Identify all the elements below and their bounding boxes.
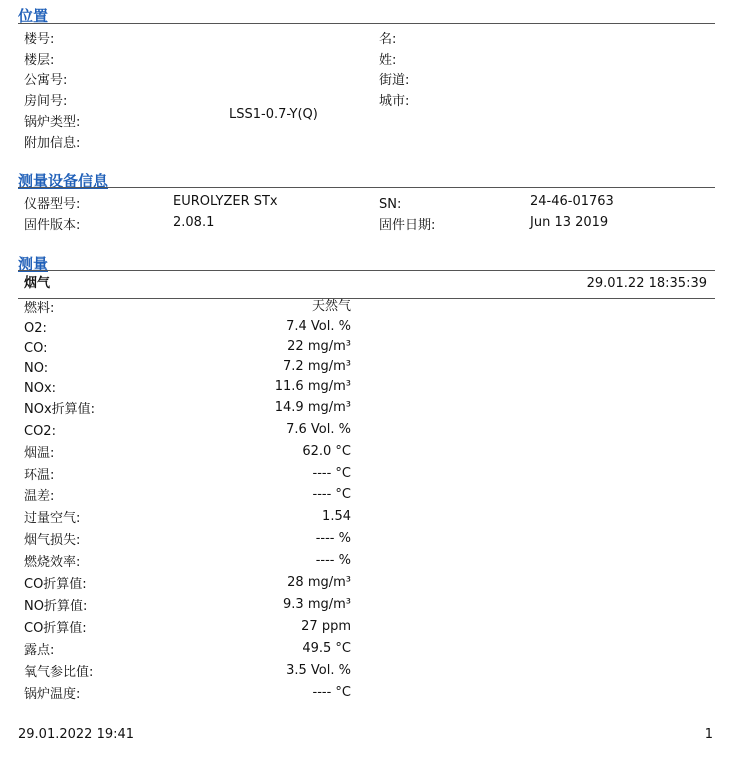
measurement-subheader-divider [18, 298, 715, 299]
measurement-value-cell [283, 597, 351, 613]
measurement-value: ---- [315, 531, 335, 546]
measurement-value: 49.5 [302, 641, 332, 656]
measurement-value: 3.5 [286, 663, 307, 678]
measurement-value-cell [316, 553, 351, 569]
measurement-value-cell [286, 319, 351, 335]
device-field-label: 固件版本: [24, 218, 81, 233]
measurement-value-cell [275, 379, 351, 395]
measurement-value-cell [322, 509, 351, 525]
measurement-unit: °C [335, 641, 351, 656]
measurement-value: 7.6 [286, 422, 307, 437]
device-field-value: EUROLYZER STx [173, 194, 278, 209]
measurement-value: 天然气 [311, 299, 351, 314]
location-field-label: 城市: [379, 94, 410, 110]
measurement-value: 11.6 [274, 379, 304, 394]
measurement-value-cell [301, 619, 351, 635]
measurement-unit: mg/m³ [307, 575, 351, 590]
measurement-section-title: 测量 [18, 255, 49, 273]
measurement-value: 9.3 [283, 597, 304, 612]
measurement-unit: mg/m³ [307, 359, 351, 374]
measurement-label: 氧气参比值: [24, 665, 94, 680]
measurement-value: 28 [287, 575, 304, 590]
measurement-label: 烟气损失: [24, 533, 81, 548]
measurement-label: CO2: [24, 424, 56, 439]
measurement-value-cell [316, 531, 351, 547]
measurement-label: NOx折算值: [24, 402, 96, 417]
measurement-unit: °C [335, 466, 351, 481]
location-field-label: 楼层: [24, 52, 55, 68]
measurement-unit: Vol. % [310, 422, 351, 437]
measurement-label: NO折算值: [24, 599, 88, 614]
measurement-value-cell [313, 466, 351, 482]
measurement-value: 62.0 [302, 444, 332, 459]
device-divider [18, 187, 715, 188]
measurement-label: 锅炉温度: [24, 687, 81, 702]
measurement-unit: °C [335, 444, 351, 459]
measurement-value: 14.9 [274, 400, 304, 415]
measurement-value-cell [312, 299, 351, 315]
measurement-label: CO: [24, 341, 48, 356]
measurement-value-cell [286, 422, 351, 438]
measurement-value-cell [286, 663, 351, 679]
measurement-unit: % [338, 553, 351, 568]
measurement-value-cell [287, 339, 351, 355]
measurement-subtitle: 烟气 [24, 276, 51, 291]
measurement-unit: °C [335, 685, 351, 700]
measurement-label: 燃烧效率: [24, 555, 81, 570]
location-field-label: 房间号: [24, 94, 68, 110]
measurement-label: 环温: [24, 468, 55, 483]
measurement-unit: mg/m³ [307, 400, 351, 415]
measurement-unit: % [338, 531, 351, 546]
measurement-datetime: 29.01.22 18:35:39 [586, 276, 707, 291]
device-field-value: Jun 13 2019 [530, 215, 609, 230]
measurement-unit: Vol. % [310, 663, 351, 678]
measurement-unit: Vol. % [310, 319, 351, 334]
location-field-label: 锅炉类型: [24, 114, 81, 130]
measurement-value-cell [275, 400, 351, 416]
device-field-label: 仪器型号: [24, 197, 81, 212]
measurement-value: 22 [287, 339, 304, 354]
location-field-label: 姓: [379, 52, 397, 68]
footer-page-number: 1 [704, 727, 713, 742]
measurement-value: ---- [312, 466, 332, 481]
device-field-label: 固件日期: [379, 218, 436, 233]
measurement-unit: °C [335, 487, 351, 502]
measurement-value: ---- [312, 685, 332, 700]
measurement-label: 过量空气: [24, 511, 81, 526]
location-field-label: 公寓号: [24, 73, 68, 89]
measurement-value-cell [302, 641, 351, 657]
device-field-label: SN: [379, 197, 402, 212]
measurement-label: 温差: [24, 489, 55, 504]
measurement-label: CO折算值: [24, 577, 87, 592]
measurement-unit: mg/m³ [307, 379, 351, 394]
location-field-label: 街道: [379, 73, 410, 89]
measurement-label: 烟温: [24, 446, 55, 461]
device-section-title: 测量设备信息 [18, 172, 109, 190]
measurement-label: NOx: [24, 381, 57, 396]
location-divider [18, 23, 715, 24]
device-field-value: 2.08.1 [173, 215, 215, 230]
location-section-title: 位置 [18, 7, 49, 25]
measurement-unit: mg/m³ [307, 597, 351, 612]
location-field-value: LSS1-0.7-Y(Q) [229, 106, 318, 122]
measurement-unit: ppm [321, 619, 351, 634]
measurement-value: 27 [301, 619, 318, 634]
measurement-divider [18, 270, 715, 271]
location-field-label: 名: [379, 32, 397, 47]
measurement-value: ---- [315, 553, 335, 568]
measurement-value-cell [283, 359, 351, 375]
location-field-label: 楼号: [24, 32, 55, 47]
measurement-value-cell [302, 444, 351, 460]
measurement-value-cell [287, 575, 351, 591]
device-field-value: 24-46-01763 [530, 194, 614, 209]
measurement-label: O2: [24, 321, 47, 336]
footer-datetime: 29.01.2022 19:41 [18, 727, 135, 742]
measurement-value: 1.54 [322, 509, 351, 524]
measurement-value: 7.2 [283, 359, 304, 374]
measurement-label: CO折算值: [24, 621, 87, 636]
measurement-label: 燃料: [24, 301, 55, 316]
location-field-label: 附加信息: [24, 135, 81, 151]
measurement-value: ---- [312, 487, 332, 502]
measurement-label: 露点: [24, 643, 55, 658]
measurement-unit: mg/m³ [307, 339, 351, 354]
measurement-label: NO: [24, 361, 49, 376]
measurement-value: 7.4 [286, 319, 307, 334]
measurement-value-cell [313, 685, 351, 701]
measurement-value-cell [313, 487, 351, 503]
